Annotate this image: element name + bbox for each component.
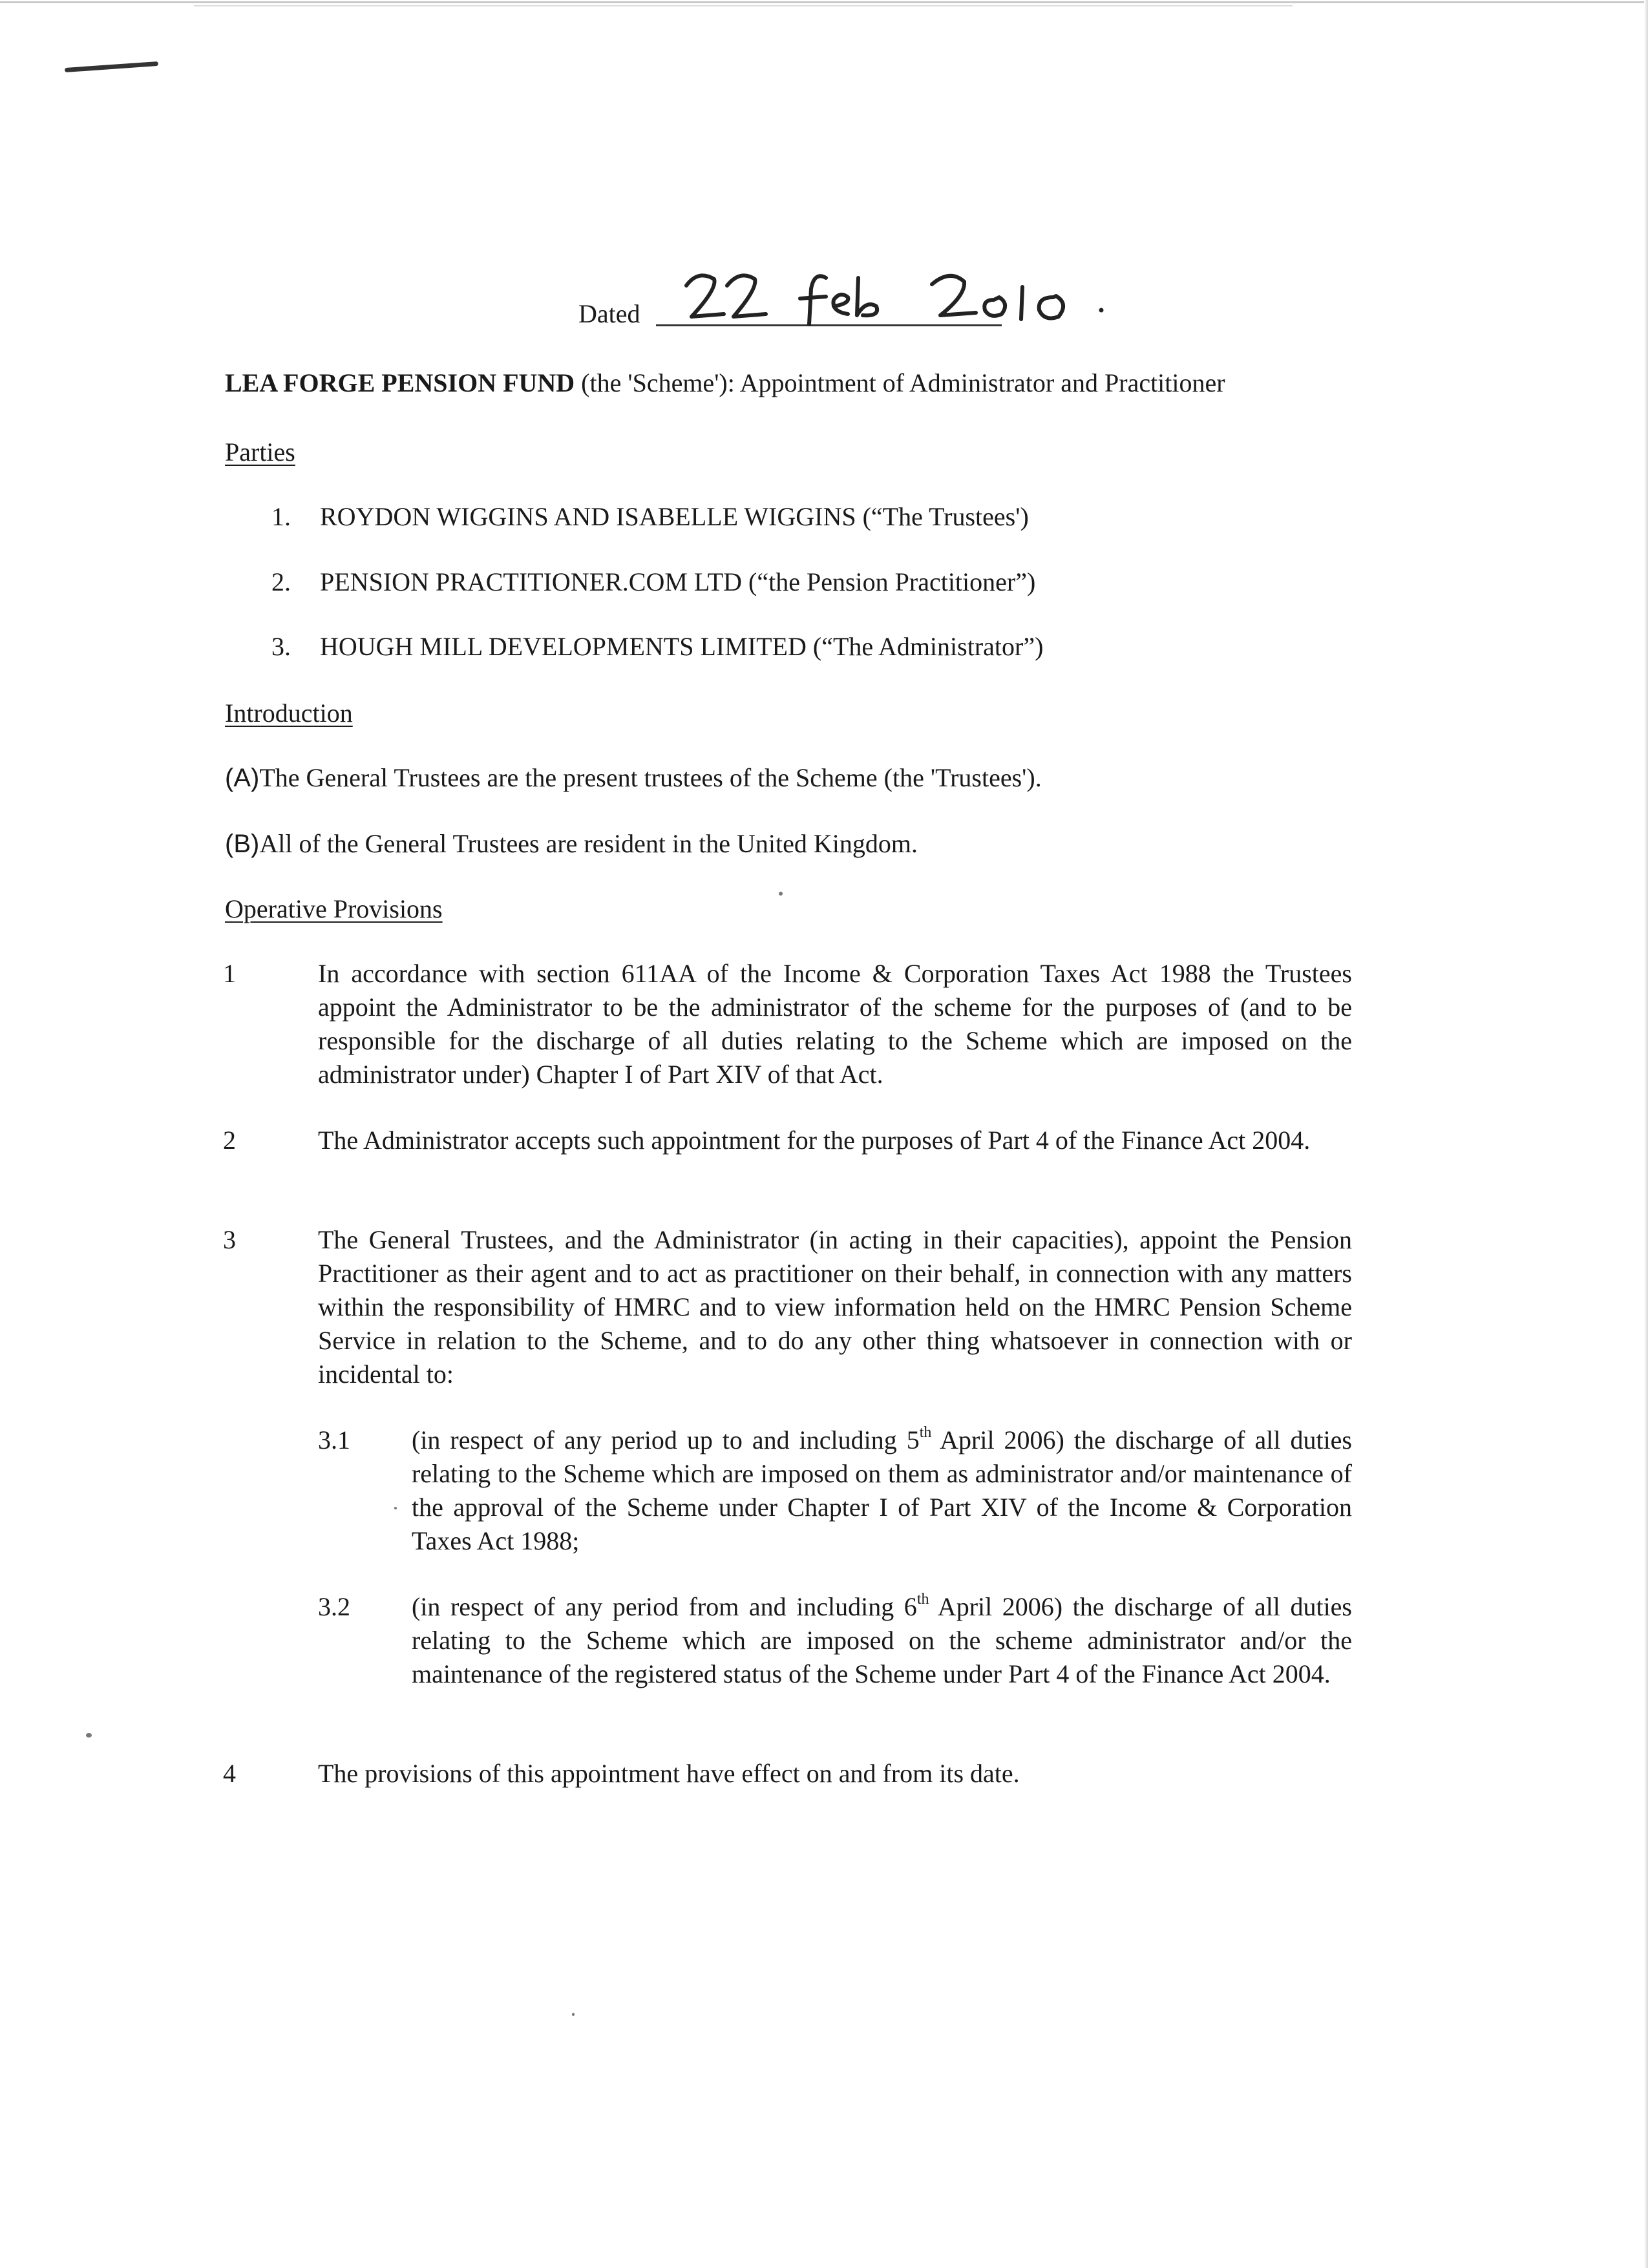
party-name: PENSION PRACTITIONER.COM LTD (“the Pension Practitioner”) xyxy=(320,567,1036,596)
subclause-text-end: April 2006) the discharge of all duties relating to the Scheme which are imposed on the scheme administrator and/or the maintenance of the registered status of the Scheme under Part 4 of the Finance Act 2004. xyxy=(412,1592,1352,1688)
party-name: ROYDON WIGGINS AND ISABELLE WIGGINS (“The Trustees') xyxy=(320,502,1029,531)
scan-edge-line xyxy=(194,5,1293,6)
party-number: 2. xyxy=(271,567,291,596)
document-title xyxy=(225,366,1225,400)
recital-item xyxy=(225,761,1042,795)
recital-text: All of the General Trustees are resident in the United Kingdom. xyxy=(259,829,918,858)
scan-right-edge xyxy=(1644,0,1648,2268)
handwritten-date xyxy=(679,260,1118,337)
operative-heading: Operative Provisions xyxy=(225,894,443,923)
clause-number: 2 xyxy=(223,1126,236,1155)
scan-edge-line xyxy=(0,1,1648,3)
clause-text: The General Trustees, and the Administrator (in acting in their capacities), appoint the Pension Practitioner as their agent and to act as practitioner on their behalf, in connection with any matters within the responsibility of HMRC and to view information held on the HMRC Pension Scheme Service in relation to the Scheme, and to do any other thing whatsoever in connection with or incidental to: xyxy=(318,1225,1352,1389)
clause-number: 3 xyxy=(223,1225,236,1254)
scan-speck xyxy=(572,2013,575,2016)
scan-speck xyxy=(394,1507,397,1509)
recital-label: (A) xyxy=(225,764,260,792)
scan-mark xyxy=(65,61,158,72)
party-number: 1. xyxy=(271,502,291,531)
clause-number: 4 xyxy=(223,1759,236,1788)
clause-text: In accordance with section 611AA of the Income & Corporation Taxes Act 1988 the Trustees appoint the Administrator to be the administrator of the scheme for the purposes of (and to be responsible for the discharge of all duties relating to the Scheme which are imposed on the administrator under) Chapter I of Part XIV of that Act. xyxy=(318,959,1352,1089)
parties-heading: Parties xyxy=(225,437,295,467)
recital-label: (B) xyxy=(225,830,260,858)
clause-text: The provisions of this appointment have effect on and from its date. xyxy=(318,1759,1020,1788)
clause-text: The Administrator accepts such appointment for the purposes of Part 4 of the Finance Act 2004. xyxy=(318,1126,1311,1155)
scheme-name: LEA FORGE PENSION FUND xyxy=(225,368,575,397)
subclause-text-end: April 2006) the discharge of all duties relating to the Scheme which are imposed on them as administrator and/or maintenance of the approval of the Scheme under Chapter I of Part XIV of the Income & Corporation Taxes Act 1988; xyxy=(412,1425,1352,1555)
dated-label: Dated xyxy=(578,299,640,328)
subclause-text xyxy=(412,1590,1352,1691)
introduction-heading: Introduction xyxy=(225,698,353,728)
subclause-text-start: (in respect of any period from and including 6 xyxy=(412,1592,917,1621)
recital-item xyxy=(225,827,918,861)
subclause-text-start: (in respect of any period up to and including 5 xyxy=(412,1425,920,1454)
scan-speck xyxy=(779,892,783,896)
party-number: 3. xyxy=(271,632,291,661)
party-name: HOUGH MILL DEVELOPMENTS LIMITED (“The Administrator”) xyxy=(320,632,1044,661)
subclause-number: 3.1 xyxy=(318,1425,350,1454)
scan-speck xyxy=(86,1733,92,1738)
subclause-text xyxy=(412,1423,1352,1558)
recital-text: The General Trustees are the present trustees of the Scheme (the 'Trustees'). xyxy=(259,763,1042,792)
ordinal-suffix: th xyxy=(916,1590,929,1608)
subclause-number: 3.2 xyxy=(318,1592,350,1621)
clause-number: 1 xyxy=(223,959,236,988)
ordinal-suffix: th xyxy=(919,1423,932,1441)
title-description: (the 'Scheme'): Appointment of Administrator and Practitioner xyxy=(575,368,1225,397)
